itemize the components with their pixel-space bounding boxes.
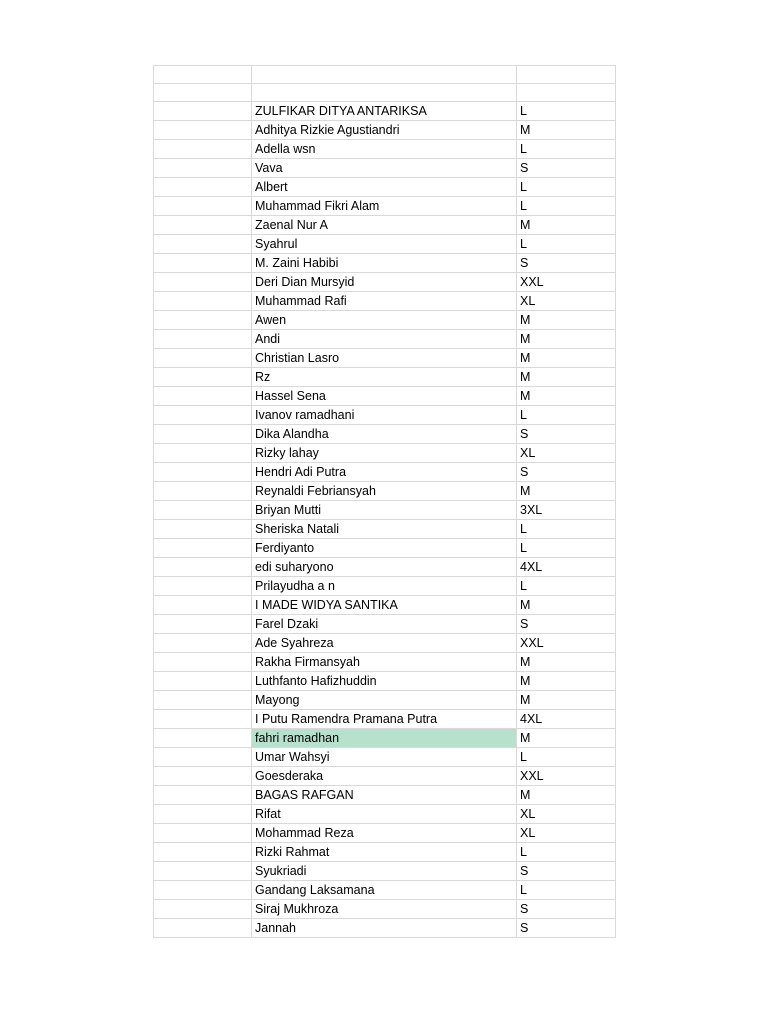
table-row — [154, 178, 616, 197]
cell-name[interactable]: Rifat — [252, 805, 517, 824]
cell-name[interactable]: Muhammad Fikri Alam — [252, 197, 517, 216]
cell-name[interactable]: Vava — [252, 159, 517, 178]
cell-name[interactable]: Luthfanto Hafizhuddin — [252, 672, 517, 691]
table-row — [154, 368, 616, 387]
table-row — [154, 463, 616, 482]
cell-name[interactable]: BAGAS RAFGAN — [252, 786, 517, 805]
table-row — [154, 330, 616, 349]
cell-size[interactable]: M — [517, 729, 616, 748]
cell-name[interactable]: Syukriadi — [252, 862, 517, 881]
cell-size[interactable]: M — [517, 387, 616, 406]
cell-column-a[interactable] — [154, 577, 252, 596]
table-row — [154, 121, 616, 140]
cell-size[interactable]: M — [517, 311, 616, 330]
table-row — [154, 786, 616, 805]
cell-size[interactable]: M — [517, 786, 616, 805]
cell-size[interactable]: S — [517, 919, 616, 938]
cell-name[interactable]: Albert — [252, 178, 517, 197]
cell-name[interactable]: Prilayudha a n — [252, 577, 517, 596]
cell-column-a[interactable] — [154, 159, 252, 178]
table-row — [154, 482, 616, 501]
spreadsheet-body — [154, 66, 616, 938]
cell-name[interactable]: Zaenal Nur A — [252, 216, 517, 235]
cell-name[interactable]: fahri ramadhan — [252, 729, 517, 748]
cell-column-a[interactable] — [154, 235, 252, 254]
cell-name[interactable]: Andi — [252, 330, 517, 349]
cell-name[interactable]: Adhitya Rizkie Agustiandri — [252, 121, 517, 140]
table-row — [154, 102, 616, 121]
table-row — [154, 919, 616, 938]
cell-name[interactable]: Mohammad Reza — [252, 824, 517, 843]
cell-size[interactable]: S — [517, 254, 616, 273]
table-row — [154, 862, 616, 881]
cell-column-a[interactable] — [154, 786, 252, 805]
cell-size[interactable]: L — [517, 178, 616, 197]
cell-column-a[interactable] — [154, 368, 252, 387]
cell-size[interactable]: L — [517, 406, 616, 425]
cell-name[interactable]: Mayong — [252, 691, 517, 710]
table-row — [154, 767, 616, 786]
cell-column-a[interactable] — [154, 349, 252, 368]
table-row — [154, 425, 616, 444]
cell-name[interactable]: Christian Lasro — [252, 349, 517, 368]
cell-size[interactable]: 4XL — [517, 558, 616, 577]
cell-size[interactable]: S — [517, 862, 616, 881]
cell-column-a[interactable] — [154, 387, 252, 406]
cell-size[interactable]: M — [517, 653, 616, 672]
cell-size[interactable]: M — [517, 368, 616, 387]
table-row — [154, 216, 616, 235]
cell-name[interactable]: M. Zaini Habibi — [252, 254, 517, 273]
cell-size[interactable]: L — [517, 539, 616, 558]
cell-name[interactable]: Farel Dzaki — [252, 615, 517, 634]
table-row — [154, 349, 616, 368]
cell-column-a[interactable] — [154, 66, 252, 84]
table-row — [154, 672, 616, 691]
cell-column-a[interactable] — [154, 634, 252, 653]
table-row — [154, 311, 616, 330]
cell-column-a[interactable] — [154, 710, 252, 729]
cell-name[interactable]: Reynaldi Febriansyah — [252, 482, 517, 501]
cell-name[interactable]: Siraj Mukhroza — [252, 900, 517, 919]
cell-size[interactable]: S — [517, 425, 616, 444]
table-row — [154, 843, 616, 862]
cell-size[interactable]: S — [517, 900, 616, 919]
cell-name[interactable]: Jannah — [252, 919, 517, 938]
cell-size[interactable]: L — [517, 748, 616, 767]
cell-column-a[interactable] — [154, 311, 252, 330]
cell-size[interactable]: L — [517, 881, 616, 900]
table-row — [154, 881, 616, 900]
table-row — [154, 66, 616, 84]
cell-name[interactable]: edi suharyono — [252, 558, 517, 577]
table-row — [154, 748, 616, 767]
cell-size[interactable]: XXL — [517, 767, 616, 786]
cell-column-a[interactable] — [154, 900, 252, 919]
cell-size[interactable] — [517, 84, 616, 102]
cell-name[interactable]: Ade Syahreza — [252, 634, 517, 653]
cell-column-a[interactable] — [154, 691, 252, 710]
cell-size[interactable]: L — [517, 197, 616, 216]
cell-column-a[interactable] — [154, 539, 252, 558]
cell-name[interactable]: Ferdiyanto — [252, 539, 517, 558]
cell-column-a[interactable] — [154, 482, 252, 501]
table-row — [154, 273, 616, 292]
cell-column-a[interactable] — [154, 881, 252, 900]
table-row — [154, 824, 616, 843]
cell-name[interactable]: Awen — [252, 311, 517, 330]
cell-size[interactable]: M — [517, 216, 616, 235]
cell-size[interactable]: L — [517, 520, 616, 539]
cell-size[interactable]: 4XL — [517, 710, 616, 729]
cell-name[interactable]: I MADE WIDYA SANTIKA — [252, 596, 517, 615]
cell-size[interactable]: M — [517, 482, 616, 501]
cell-size[interactable]: S — [517, 159, 616, 178]
cell-size[interactable]: S — [517, 615, 616, 634]
cell-name[interactable]: Gandang Laksamana — [252, 881, 517, 900]
spreadsheet-table — [153, 65, 616, 938]
cell-size[interactable]: M — [517, 330, 616, 349]
cell-name[interactable]: Rakha Firmansyah — [252, 653, 517, 672]
table-row — [154, 254, 616, 273]
cell-size[interactable]: M — [517, 691, 616, 710]
table-row — [154, 159, 616, 178]
cell-column-a[interactable] — [154, 444, 252, 463]
table-row — [154, 235, 616, 254]
cell-column-a[interactable] — [154, 558, 252, 577]
cell-column-a[interactable] — [154, 596, 252, 615]
cell-name[interactable]: Briyan Mutti — [252, 501, 517, 520]
table-row — [154, 634, 616, 653]
table-row — [154, 292, 616, 311]
table-row — [154, 691, 616, 710]
cell-name[interactable] — [252, 84, 517, 102]
table-row — [154, 558, 616, 577]
cell-size[interactable]: M — [517, 596, 616, 615]
cell-column-a[interactable] — [154, 273, 252, 292]
cell-column-a[interactable] — [154, 748, 252, 767]
cell-name[interactable]: Muhammad Rafi — [252, 292, 517, 311]
cell-column-a[interactable] — [154, 653, 252, 672]
cell-name[interactable]: Sheriska Natali — [252, 520, 517, 539]
cell-name[interactable]: Umar Wahsyi — [252, 748, 517, 767]
table-row — [154, 520, 616, 539]
cell-size[interactable]: S — [517, 463, 616, 482]
cell-name[interactable]: Rizky lahay — [252, 444, 517, 463]
cell-name[interactable]: Ivanov ramadhani — [252, 406, 517, 425]
cell-name[interactable]: Deri Dian Mursyid — [252, 273, 517, 292]
cell-column-a[interactable] — [154, 463, 252, 482]
cell-column-a[interactable] — [154, 292, 252, 311]
cell-name[interactable] — [252, 66, 517, 84]
table-row — [154, 729, 616, 748]
cell-size[interactable]: XXL — [517, 273, 616, 292]
cell-size[interactable]: M — [517, 672, 616, 691]
cell-column-a[interactable] — [154, 102, 252, 121]
cell-name[interactable]: I Putu Ramendra Pramana Putra — [252, 710, 517, 729]
table-row — [154, 444, 616, 463]
cell-name[interactable]: Adella wsn — [252, 140, 517, 159]
cell-size[interactable]: XL — [517, 824, 616, 843]
cell-column-a[interactable] — [154, 140, 252, 159]
cell-name[interactable]: Hassel Sena — [252, 387, 517, 406]
table-row — [154, 140, 616, 159]
cell-size[interactable]: L — [517, 140, 616, 159]
cell-size[interactable]: XL — [517, 292, 616, 311]
cell-column-a[interactable] — [154, 672, 252, 691]
cell-column-a[interactable] — [154, 824, 252, 843]
cell-size[interactable]: XXL — [517, 634, 616, 653]
cell-name[interactable]: ZULFIKAR DITYA ANTARIKSA — [252, 102, 517, 121]
cell-name[interactable]: Rz — [252, 368, 517, 387]
cell-column-a[interactable] — [154, 197, 252, 216]
table-row — [154, 596, 616, 615]
cell-column-a[interactable] — [154, 729, 252, 748]
cell-column-a[interactable] — [154, 406, 252, 425]
cell-column-a[interactable] — [154, 843, 252, 862]
table-row — [154, 900, 616, 919]
cell-column-a[interactable] — [154, 520, 252, 539]
cell-size[interactable] — [517, 66, 616, 84]
table-row — [154, 653, 616, 672]
table-row — [154, 84, 616, 102]
cell-column-a[interactable] — [154, 178, 252, 197]
cell-name[interactable]: Hendri Adi Putra — [252, 463, 517, 482]
cell-size[interactable]: XL — [517, 805, 616, 824]
cell-size[interactable]: 3XL — [517, 501, 616, 520]
table-row — [154, 615, 616, 634]
table-row — [154, 387, 616, 406]
cell-column-a[interactable] — [154, 121, 252, 140]
cell-column-a[interactable] — [154, 501, 252, 520]
cell-size[interactable]: L — [517, 102, 616, 121]
cell-name[interactable]: Goesderaka — [252, 767, 517, 786]
cell-column-a[interactable] — [154, 254, 252, 273]
table-row — [154, 501, 616, 520]
cell-column-a[interactable] — [154, 615, 252, 634]
cell-size[interactable]: XL — [517, 444, 616, 463]
table-row — [154, 577, 616, 596]
cell-column-a[interactable] — [154, 862, 252, 881]
cell-name[interactable]: Syahrul — [252, 235, 517, 254]
cell-column-a[interactable] — [154, 425, 252, 444]
cell-column-a[interactable] — [154, 805, 252, 824]
table-row — [154, 406, 616, 425]
table-row — [154, 539, 616, 558]
cell-size[interactable]: L — [517, 577, 616, 596]
cell-name[interactable]: Rizki Rahmat — [252, 843, 517, 862]
cell-name[interactable]: Dika Alandha — [252, 425, 517, 444]
cell-column-a[interactable] — [154, 216, 252, 235]
table-row — [154, 710, 616, 729]
cell-size[interactable]: L — [517, 235, 616, 254]
cell-column-a[interactable] — [154, 919, 252, 938]
table-row — [154, 805, 616, 824]
cell-column-a[interactable] — [154, 84, 252, 102]
cell-column-a[interactable] — [154, 767, 252, 786]
cell-size[interactable]: L — [517, 843, 616, 862]
table-row — [154, 197, 616, 216]
cell-size[interactable]: M — [517, 349, 616, 368]
cell-size[interactable]: M — [517, 121, 616, 140]
cell-column-a[interactable] — [154, 330, 252, 349]
